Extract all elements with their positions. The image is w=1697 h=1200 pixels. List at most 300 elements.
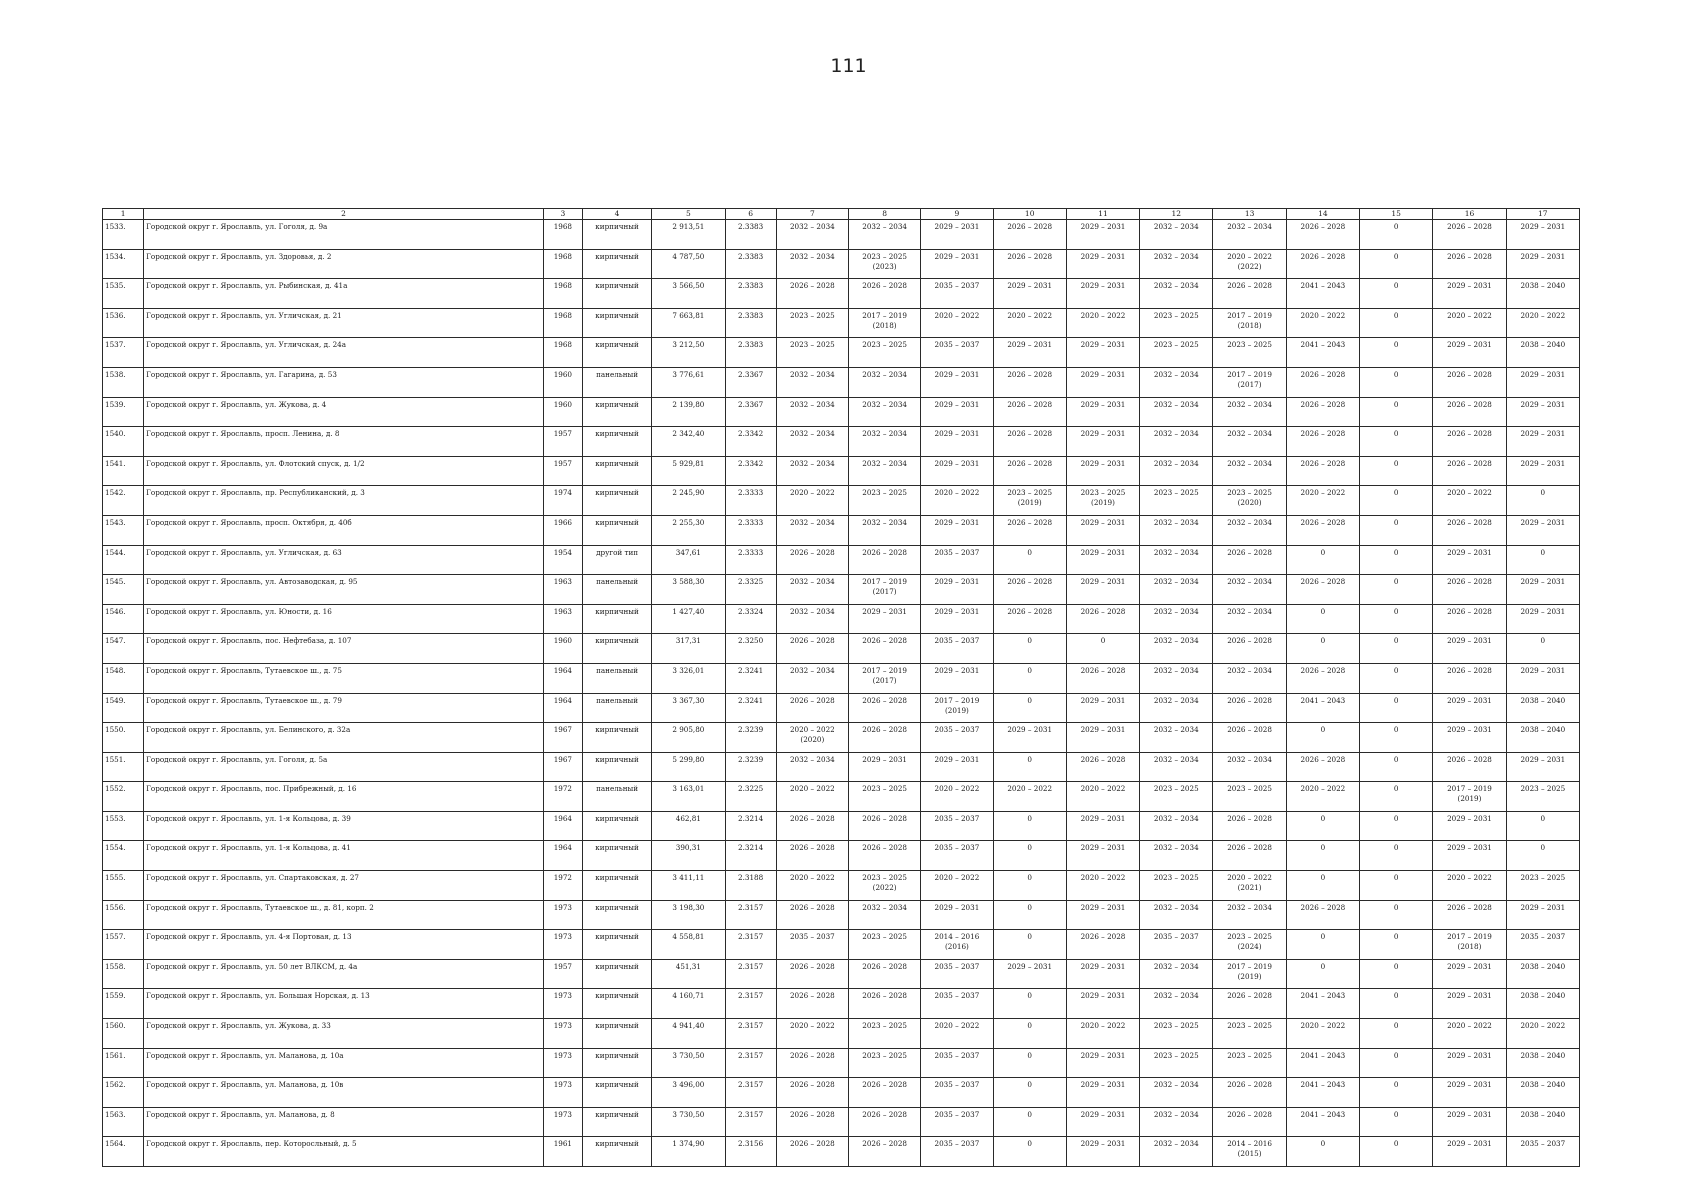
table-cell: 2029 – 2031	[1433, 1107, 1506, 1137]
table-cell: 2032 – 2034	[848, 367, 920, 397]
table-cell: 2029 – 2031	[921, 249, 993, 279]
table-cell: 2017 – 2019 (2019)	[1213, 959, 1286, 989]
table-cell: 2023 – 2025	[848, 930, 920, 960]
table-cell: 1960	[543, 397, 582, 427]
table-cell: 2026 – 2028	[776, 811, 848, 841]
table-cell: 2035 – 2037	[921, 1078, 993, 1108]
table-cell: 0	[993, 989, 1066, 1019]
row-number-cell: 1533.	[103, 220, 144, 250]
table-cell: 2.3241	[725, 663, 776, 693]
table-cell: 0	[1360, 249, 1433, 279]
table-cell: 2029 – 2031	[1066, 397, 1139, 427]
table-cell: 2023 – 2025	[848, 1048, 920, 1078]
table-cell: 2032 – 2034	[1140, 397, 1213, 427]
table-cell: 2026 – 2028	[1066, 663, 1139, 693]
table-cell: 2026 – 2028	[1213, 1107, 1286, 1137]
table-row	[103, 367, 1580, 397]
table-cell: панельный	[582, 575, 651, 605]
table-cell: кирпичный	[582, 900, 651, 930]
table-row	[103, 575, 1580, 605]
table-cell: 2032 – 2034	[776, 575, 848, 605]
table-cell: 2026 – 2028	[1433, 220, 1506, 250]
table-cell: 2029 – 2031	[1433, 811, 1506, 841]
page-number: 111	[830, 55, 867, 77]
address-cell: Городской округ г. Ярославль, ул. Жукова, д. 33	[144, 1019, 544, 1049]
address-cell: Городской округ г. Ярославль, ул. Флотский спуск, д. 1/2	[144, 456, 544, 486]
table-cell: 2020 – 2022	[1286, 308, 1359, 338]
table-cell: 2032 – 2034	[1140, 249, 1213, 279]
table-cell: 2029 – 2031	[848, 752, 920, 782]
row-number-cell: 1551.	[103, 752, 144, 782]
table-cell: 2032 – 2034	[776, 397, 848, 427]
table-cell: 2029 – 2031	[1066, 279, 1139, 309]
table-cell: 2014 – 2016 (2015)	[1213, 1137, 1286, 1167]
table-cell: 2.3383	[725, 220, 776, 250]
table-cell: 2026 – 2028	[1286, 427, 1359, 457]
table-cell: панельный	[582, 367, 651, 397]
table-cell: 2035 – 2037	[1506, 1137, 1579, 1167]
table-cell: 2020 – 2022	[921, 871, 993, 901]
table-cell: 2023 – 2025	[1140, 871, 1213, 901]
table-cell: 2023 – 2025	[1213, 782, 1286, 812]
table-cell: 2029 – 2031	[1066, 723, 1139, 753]
table-cell: 2023 – 2025	[1213, 1048, 1286, 1078]
address-cell: Городской округ г. Ярославль, ул. Жукова, д. 4	[144, 397, 544, 427]
table-cell: 2035 – 2037	[921, 338, 993, 368]
table-cell: 2029 – 2031	[1433, 279, 1506, 309]
table-cell: 2023 – 2025	[848, 782, 920, 812]
column-header: 13	[1213, 209, 1286, 220]
table-cell: 0	[993, 752, 1066, 782]
table-cell: 2020 – 2022	[1286, 486, 1359, 516]
table-cell: 2032 – 2034	[1140, 515, 1213, 545]
address-cell: Городской округ г. Ярославль, пр. Республиканский, д. 3	[144, 486, 544, 516]
table-cell: кирпичный	[582, 959, 651, 989]
address-cell: Городской округ г. Ярославль, ул. 50 лет ВЛКСМ, д. 4а	[144, 959, 544, 989]
table-cell: 2 139,80	[652, 397, 725, 427]
table-cell: 2026 – 2028	[1433, 663, 1506, 693]
table-cell: 2.3383	[725, 249, 776, 279]
table-cell: 1973	[543, 989, 582, 1019]
table-cell: 2029 – 2031	[1506, 456, 1579, 486]
table-cell: 0	[1360, 841, 1433, 871]
table-cell: 1957	[543, 456, 582, 486]
address-cell: Городской округ г. Ярославль, ул. Белинского, д. 32а	[144, 723, 544, 753]
table-row	[103, 900, 1580, 930]
table-cell: кирпичный	[582, 871, 651, 901]
table-cell: 2020 – 2022	[1066, 308, 1139, 338]
address-cell: Городской округ г. Ярославль, ул. Маланова, д. 8	[144, 1107, 544, 1137]
table-cell: 2026 – 2028	[1213, 279, 1286, 309]
table-cell: 2032 – 2034	[1140, 989, 1213, 1019]
table-cell: 0	[1506, 486, 1579, 516]
table-cell: 2023 – 2025 (2019)	[1066, 486, 1139, 516]
table-cell: 2.3342	[725, 456, 776, 486]
table-cell: 1973	[543, 1019, 582, 1049]
table-cell: 2029 – 2031	[1066, 841, 1139, 871]
table-cell: 2032 – 2034	[1213, 900, 1286, 930]
column-header: 14	[1286, 209, 1359, 220]
table-cell: 2032 – 2034	[1140, 723, 1213, 753]
table-cell: 2026 – 2028	[1286, 249, 1359, 279]
table-cell: 2032 – 2034	[776, 456, 848, 486]
table-cell: 2032 – 2034	[1140, 220, 1213, 250]
table-cell: кирпичный	[582, 456, 651, 486]
table-cell: 2035 – 2037	[776, 930, 848, 960]
row-number-cell: 1557.	[103, 930, 144, 960]
table-cell: кирпичный	[582, 841, 651, 871]
table-cell: 2029 – 2031	[1506, 604, 1579, 634]
table-row	[103, 1107, 1580, 1137]
table-cell: 2023 – 2025 (2020)	[1213, 486, 1286, 516]
table-cell: 2020 – 2022	[776, 782, 848, 812]
address-cell: Городской округ г. Ярославль, ул. Угличская, д. 21	[144, 308, 544, 338]
table-cell: 2.3157	[725, 1107, 776, 1137]
table-cell: 2.3367	[725, 367, 776, 397]
table-cell: 2029 – 2031	[1506, 752, 1579, 782]
table-cell: 2041 – 2043	[1286, 279, 1359, 309]
table-cell: 2023 – 2025	[1140, 308, 1213, 338]
table-cell: 2 905,80	[652, 723, 725, 753]
table-cell: 2029 – 2031	[1066, 575, 1139, 605]
table-cell: 2029 – 2031	[921, 900, 993, 930]
table-cell: 2023 – 2025	[1213, 338, 1286, 368]
column-header: 12	[1140, 209, 1213, 220]
table-cell: 0	[1360, 427, 1433, 457]
row-number-cell: 1545.	[103, 575, 144, 605]
table-cell: кирпичный	[582, 811, 651, 841]
address-cell: Городской округ г. Ярославль, ул. Гагарина, д. 53	[144, 367, 544, 397]
table-cell: 0	[993, 811, 1066, 841]
row-number-cell: 1541.	[103, 456, 144, 486]
column-header: 5	[652, 209, 725, 220]
table-cell: 2026 – 2028	[993, 427, 1066, 457]
table-cell: 2032 – 2034	[1213, 397, 1286, 427]
table-cell: 0	[1286, 604, 1359, 634]
table-cell: 2032 – 2034	[848, 397, 920, 427]
row-number-cell: 1543.	[103, 515, 144, 545]
address-cell: Городской округ г. Ярославль, пос. Нефтебаза, д. 107	[144, 634, 544, 664]
table-cell: 0	[1506, 545, 1579, 575]
table-cell: 2020 – 2022 (2022)	[1213, 249, 1286, 279]
table-cell: 2026 – 2028	[1286, 515, 1359, 545]
table-cell: 2038 – 2040	[1506, 1078, 1579, 1108]
table-cell: 2020 – 2022 (2020)	[776, 723, 848, 753]
table-cell: 2029 – 2031	[1506, 249, 1579, 279]
table-cell: 2026 – 2028	[1433, 456, 1506, 486]
table-cell: 2041 – 2043	[1286, 693, 1359, 723]
table-cell: 2032 – 2034	[1213, 663, 1286, 693]
table-cell: 4 558,81	[652, 930, 725, 960]
table-cell: 2032 – 2034	[848, 515, 920, 545]
address-cell: Городской округ г. Ярославль, ул. Угличская, д. 24а	[144, 338, 544, 368]
table-cell: 2026 – 2028	[776, 1078, 848, 1108]
table-cell: 2029 – 2031	[1433, 841, 1506, 871]
table-cell: 2.3333	[725, 545, 776, 575]
address-cell: Городской округ г. Ярославль, ул. Юности, д. 16	[144, 604, 544, 634]
table-cell: 2023 – 2025	[1506, 782, 1579, 812]
table-cell: 0	[1286, 811, 1359, 841]
table-cell: 2026 – 2028	[776, 545, 848, 575]
row-number-cell: 1547.	[103, 634, 144, 664]
table-cell: 2029 – 2031	[921, 515, 993, 545]
table-cell: 2032 – 2034	[1213, 456, 1286, 486]
table-cell: 2.3383	[725, 308, 776, 338]
table-row	[103, 220, 1580, 250]
table-cell: 1972	[543, 871, 582, 901]
table-cell: 2029 – 2031	[1506, 427, 1579, 457]
table-cell: 0	[993, 1078, 1066, 1108]
table-cell: 2023 – 2025	[1506, 871, 1579, 901]
table-cell: 2023 – 2025	[776, 338, 848, 368]
table-cell: 0	[1360, 397, 1433, 427]
address-cell: Городской округ г. Ярославль, пер. Которосльный, д. 5	[144, 1137, 544, 1167]
table-cell: кирпичный	[582, 220, 651, 250]
address-cell: Городской округ г. Ярославль, ул. Маланова, д. 10а	[144, 1048, 544, 1078]
table-cell: 2026 – 2028	[1286, 900, 1359, 930]
table-cell: 2029 – 2031	[1433, 634, 1506, 664]
table-row	[103, 427, 1580, 457]
table-cell: 2020 – 2022	[1433, 486, 1506, 516]
column-header: 10	[993, 209, 1066, 220]
table-cell: 2.3156	[725, 1137, 776, 1167]
table-cell: 0	[993, 1107, 1066, 1137]
table-cell: 2.3383	[725, 338, 776, 368]
table-cell: 2035 – 2037	[921, 723, 993, 753]
table-cell: 2.3333	[725, 486, 776, 516]
table-cell: кирпичный	[582, 1019, 651, 1049]
address-cell: Городской округ г. Ярославль, ул. 1-я Кольцова, д. 41	[144, 841, 544, 871]
table-cell: 2.3157	[725, 1048, 776, 1078]
table-cell: 2026 – 2028	[776, 279, 848, 309]
table-cell: 2029 – 2031	[1066, 959, 1139, 989]
table-cell: 2026 – 2028	[1433, 367, 1506, 397]
table-cell: 2029 – 2031	[1066, 1078, 1139, 1108]
table-cell: 2035 – 2037	[921, 634, 993, 664]
column-header: 4	[582, 209, 651, 220]
table-cell: 2026 – 2028	[1433, 249, 1506, 279]
table-cell: 2029 – 2031	[1433, 693, 1506, 723]
table-cell: 0	[1360, 989, 1433, 1019]
table-cell: 1968	[543, 279, 582, 309]
table-cell: 2020 – 2022	[921, 782, 993, 812]
table-cell: 2029 – 2031	[1433, 723, 1506, 753]
table-cell: 2026 – 2028	[776, 959, 848, 989]
column-header: 15	[1360, 209, 1433, 220]
table-cell: 2032 – 2034	[776, 663, 848, 693]
address-cell: Городской округ г. Ярославль, ул. Здоровья, д. 2	[144, 249, 544, 279]
table-cell: 0	[993, 871, 1066, 901]
table-cell: 2029 – 2031	[1066, 1107, 1139, 1137]
row-number-cell: 1563.	[103, 1107, 144, 1137]
table-cell: 2023 – 2025	[1140, 782, 1213, 812]
table-cell: 2032 – 2034	[848, 427, 920, 457]
table-cell: 2020 – 2022	[1506, 1019, 1579, 1049]
table-row	[103, 604, 1580, 634]
table-cell: 2029 – 2031	[1066, 545, 1139, 575]
table-cell: 1957	[543, 959, 582, 989]
table-cell: 2032 – 2034	[1213, 752, 1286, 782]
table-cell: 2038 – 2040	[1506, 989, 1579, 1019]
table-cell: 2026 – 2028	[1286, 752, 1359, 782]
table-cell: 3 411,11	[652, 871, 725, 901]
row-number-cell: 1554.	[103, 841, 144, 871]
address-cell: Городской округ г. Ярославль, ул. Гоголя, д. 5а	[144, 752, 544, 782]
table-cell: 2026 – 2028	[776, 1107, 848, 1137]
table-cell: 2026 – 2028	[993, 575, 1066, 605]
table-cell: 2032 – 2034	[1213, 515, 1286, 545]
table-cell: 0	[1360, 693, 1433, 723]
address-cell: Городской округ г. Ярославль, ул. Рыбинская, д. 41а	[144, 279, 544, 309]
table-cell: 2032 – 2034	[1140, 545, 1213, 575]
address-cell: Городской округ г. Ярославль, просп. Ленина, д. 8	[144, 427, 544, 457]
table-cell: 0	[1360, 220, 1433, 250]
table-cell: кирпичный	[582, 397, 651, 427]
table-row	[103, 1078, 1580, 1108]
table-cell: кирпичный	[582, 308, 651, 338]
table-cell: 0	[1360, 782, 1433, 812]
table-cell: 2035 – 2037	[921, 841, 993, 871]
table-cell: 0	[1360, 308, 1433, 338]
column-header: 7	[776, 209, 848, 220]
table-cell: 1964	[543, 663, 582, 693]
table-cell: 0	[1360, 1078, 1433, 1108]
table-cell: 2026 – 2028	[1433, 397, 1506, 427]
table-cell: 2032 – 2034	[776, 220, 848, 250]
table-cell: 2 342,40	[652, 427, 725, 457]
table-cell: 2029 – 2031	[1433, 1048, 1506, 1078]
table-cell: 1963	[543, 604, 582, 634]
table-cell: 2023 – 2025 (2019)	[993, 486, 1066, 516]
table-cell: 2020 – 2022	[1506, 308, 1579, 338]
table-cell: 2026 – 2028	[1213, 545, 1286, 575]
table-cell: 2.3239	[725, 723, 776, 753]
table-row	[103, 959, 1580, 989]
table-cell: 0	[1360, 811, 1433, 841]
table-cell: 2029 – 2031	[1506, 575, 1579, 605]
table-cell: 2026 – 2028	[993, 604, 1066, 634]
table-cell: 0	[1286, 871, 1359, 901]
table-row	[103, 308, 1580, 338]
table-cell: кирпичный	[582, 1048, 651, 1078]
table-cell: кирпичный	[582, 634, 651, 664]
header-row	[103, 209, 1580, 220]
address-cell: Городской округ г. Ярославль, ул. Маланова, д. 10в	[144, 1078, 544, 1108]
table-cell: 2026 – 2028	[776, 634, 848, 664]
table-cell: 1964	[543, 693, 582, 723]
table-cell: 1963	[543, 575, 582, 605]
table-row	[103, 841, 1580, 871]
table-cell: 2020 – 2022	[1066, 782, 1139, 812]
table-cell: 2017 – 2019 (2018)	[848, 308, 920, 338]
table-row	[103, 693, 1580, 723]
table-cell: 2.3225	[725, 782, 776, 812]
address-cell: Городской округ г. Ярославль, просп. Октября, д. 40б	[144, 515, 544, 545]
table-cell: 317,31	[652, 634, 725, 664]
row-number-cell: 1539.	[103, 397, 144, 427]
table-cell: 462,81	[652, 811, 725, 841]
column-header: 2	[144, 209, 544, 220]
table-cell: 0	[1360, 752, 1433, 782]
table-cell: 2041 – 2043	[1286, 1078, 1359, 1108]
table-cell: 2032 – 2034	[1140, 752, 1213, 782]
table-cell: 2026 – 2028	[776, 900, 848, 930]
table-cell: 2035 – 2037	[921, 545, 993, 575]
row-number-cell: 1549.	[103, 693, 144, 723]
table-cell: 2026 – 2028	[993, 456, 1066, 486]
table-cell: 2026 – 2028	[1286, 367, 1359, 397]
table-cell: 2017 – 2019 (2019)	[921, 693, 993, 723]
table-cell: 4 787,50	[652, 249, 725, 279]
table-cell: 2026 – 2028	[1213, 723, 1286, 753]
table-cell: 2029 – 2031	[921, 427, 993, 457]
table-cell: 3 776,61	[652, 367, 725, 397]
table-cell: 1960	[543, 634, 582, 664]
table-cell: 2.3367	[725, 397, 776, 427]
table-cell: 3 198,30	[652, 900, 725, 930]
table-cell: 2026 – 2028	[1286, 397, 1359, 427]
table-cell: 2023 – 2025	[848, 1019, 920, 1049]
row-number-cell: 1548.	[103, 663, 144, 693]
table-cell: 2026 – 2028	[848, 989, 920, 1019]
table-cell: 2032 – 2034	[848, 456, 920, 486]
table-cell: 2026 – 2028	[1213, 989, 1286, 1019]
table-cell: 2029 – 2031	[1433, 545, 1506, 575]
table-cell: 2032 – 2034	[848, 220, 920, 250]
table-cell: 2032 – 2034	[1140, 575, 1213, 605]
address-cell: Городской округ г. Ярославль, ул. Большая Норская, д. 13	[144, 989, 544, 1019]
table-cell: 2029 – 2031	[1506, 515, 1579, 545]
table-cell: 2029 – 2031	[1066, 515, 1139, 545]
table-cell: 2026 – 2028	[1066, 604, 1139, 634]
table-cell: 2.3214	[725, 811, 776, 841]
table-cell: кирпичный	[582, 279, 651, 309]
table-row	[103, 486, 1580, 516]
table-cell: 2023 – 2025 (2023)	[848, 249, 920, 279]
table-cell: 2020 – 2022	[1066, 1019, 1139, 1049]
table-cell: 0	[1360, 1107, 1433, 1137]
table-cell: 2029 – 2031	[1066, 427, 1139, 457]
table-cell: 2017 – 2019 (2017)	[848, 663, 920, 693]
table-cell: 2017 – 2019 (2017)	[848, 575, 920, 605]
table-row	[103, 515, 1580, 545]
table-cell: 2.3157	[725, 989, 776, 1019]
table-cell: 2029 – 2031	[1066, 989, 1139, 1019]
row-number-cell: 1552.	[103, 782, 144, 812]
table-cell: 3 730,50	[652, 1048, 725, 1078]
table-cell: 2032 – 2034	[776, 249, 848, 279]
table-cell: 2026 – 2028	[993, 249, 1066, 279]
row-number-cell: 1558.	[103, 959, 144, 989]
table-cell: 2020 – 2022	[776, 1019, 848, 1049]
table-cell: 2032 – 2034	[1140, 604, 1213, 634]
table-cell: 0	[1506, 634, 1579, 664]
table-row	[103, 1019, 1580, 1049]
table-row	[103, 871, 1580, 901]
table-cell: 1973	[543, 900, 582, 930]
table-cell: 2.3342	[725, 427, 776, 457]
table-cell: 2032 – 2034	[1140, 811, 1213, 841]
table-cell: 2020 – 2022	[1433, 1019, 1506, 1049]
table-cell: 451,31	[652, 959, 725, 989]
table-cell: 2026 – 2028	[848, 1107, 920, 1137]
table-cell: 2026 – 2028	[1066, 930, 1139, 960]
table-cell: 1967	[543, 723, 582, 753]
table-cell: 2.3250	[725, 634, 776, 664]
table-cell: 2029 – 2031	[921, 220, 993, 250]
table-cell: 2029 – 2031	[1506, 220, 1579, 250]
table-cell: 2026 – 2028	[776, 693, 848, 723]
